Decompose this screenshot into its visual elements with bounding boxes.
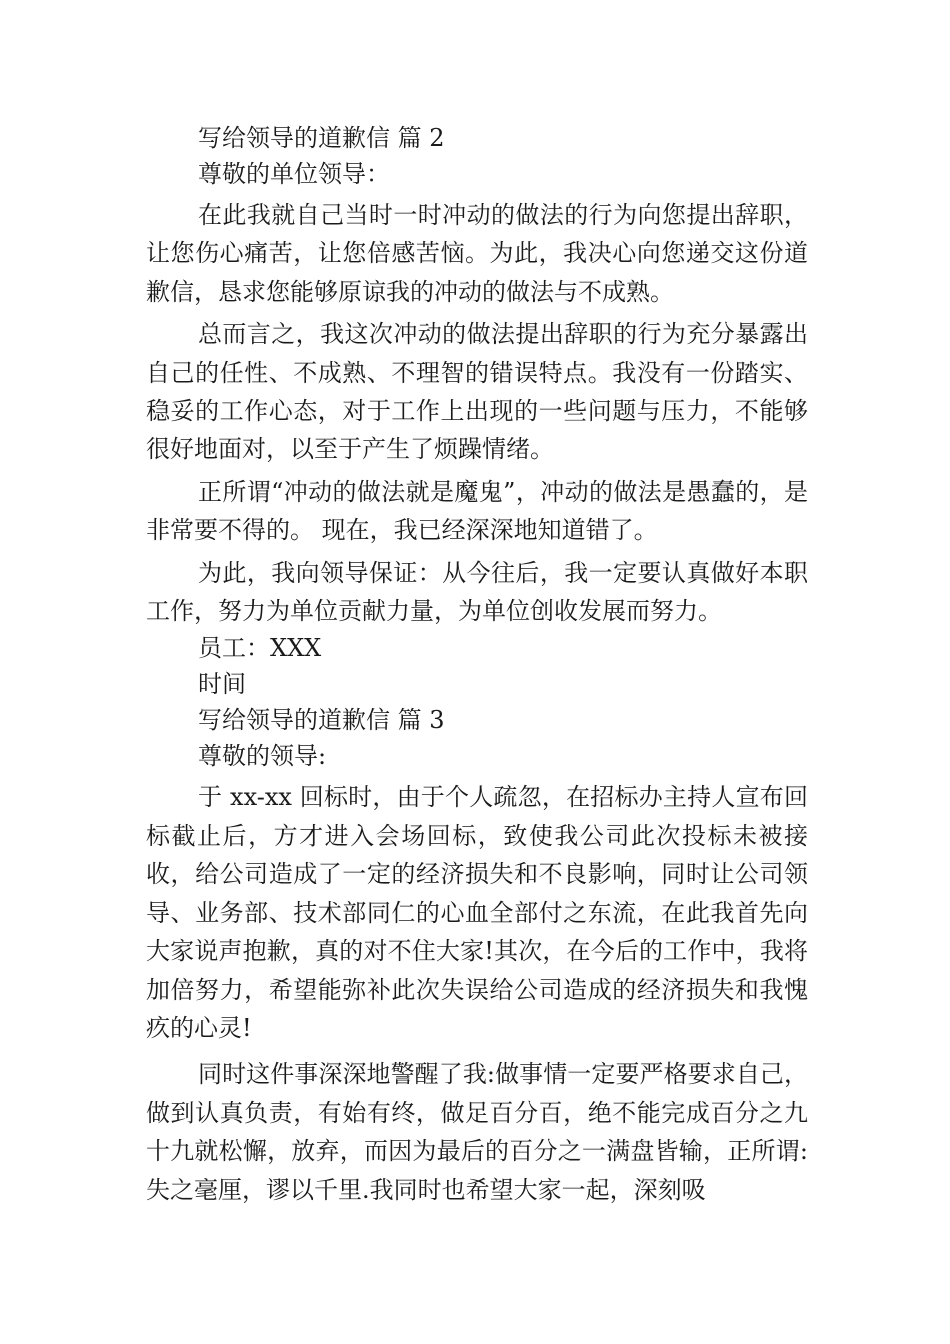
letter2-paragraph-3: 正所谓“冲动的做法就是魔鬼”，冲动的做法是愚蠢的，是非常要不得的。 现在，我已经深深地知道错了。 [146, 477, 808, 545]
letter3-paragraph-2: 同时这件事深深地警醒了我:做事情一定要严格要求自己，做到认真负责，有始有终，做足百分百，绝不能完成百分之九十九就松懈，放弃，而因为最后的百分之一满盘皆输，正所谓:失之毫厘，谬以千里.我同时也希望大家一起，深刻吸 [146, 1060, 808, 1204]
letter2-greeting: 尊敬的单位领导： [198, 160, 390, 188]
letter2-title: 写给领导的道歉信 篇 2 [198, 124, 445, 152]
letter3-paragraph-1: 于 xx-xx 回标时，由于个人疏忽，在招标办主持人宣布回标截止后，方才进入会场回标，致使我公司此次投标未被接收，给公司造成了一定的经济损失和不良影响，同时让公司领导、业务部、技术部同仁的心血全部付之东流，在此我首先向大家说声抱歉，真的对不住大家!其次，在今后的工作中，我将加倍努力，希望能弥补此次失误给公司造成的经济损失和我愧疚的心灵! [146, 783, 808, 1042]
letter3-title: 写给领导的道歉信 篇 3 [198, 706, 445, 735]
letter2-date: 时间 [198, 670, 246, 699]
letter2-paragraph-1: 在此我就自己当时一时冲动的做法的行为向您提出辞职，让您伤心痛苦，让您倍感苦恼。为此，我决心向您递交这份道歉信，恳求您能够原谅我的冲动的做法与不成熟。 [146, 201, 808, 306]
letter2-paragraph-2: 总而言之，我这次冲动的做法提出辞职的行为充分暴露出自己的任性、不成熟、不理智的错误特点。我没有一份踏实、稳妥的工作心态，对于工作上出现的一些问题与压力，不能够很好地面对，以至于产生了烦躁情绪。 [146, 320, 808, 464]
letter2-paragraph-4: 为此，我向领导保证：从今往后，我一定要认真做好本职工作，努力为单位贡献力量，为单位创收发展而努力。 [146, 558, 808, 626]
letter2-signature: 员工：XXX [198, 634, 322, 663]
document-body [146, 120, 808, 1209]
letter3-greeting: 尊敬的领导: [198, 742, 327, 771]
